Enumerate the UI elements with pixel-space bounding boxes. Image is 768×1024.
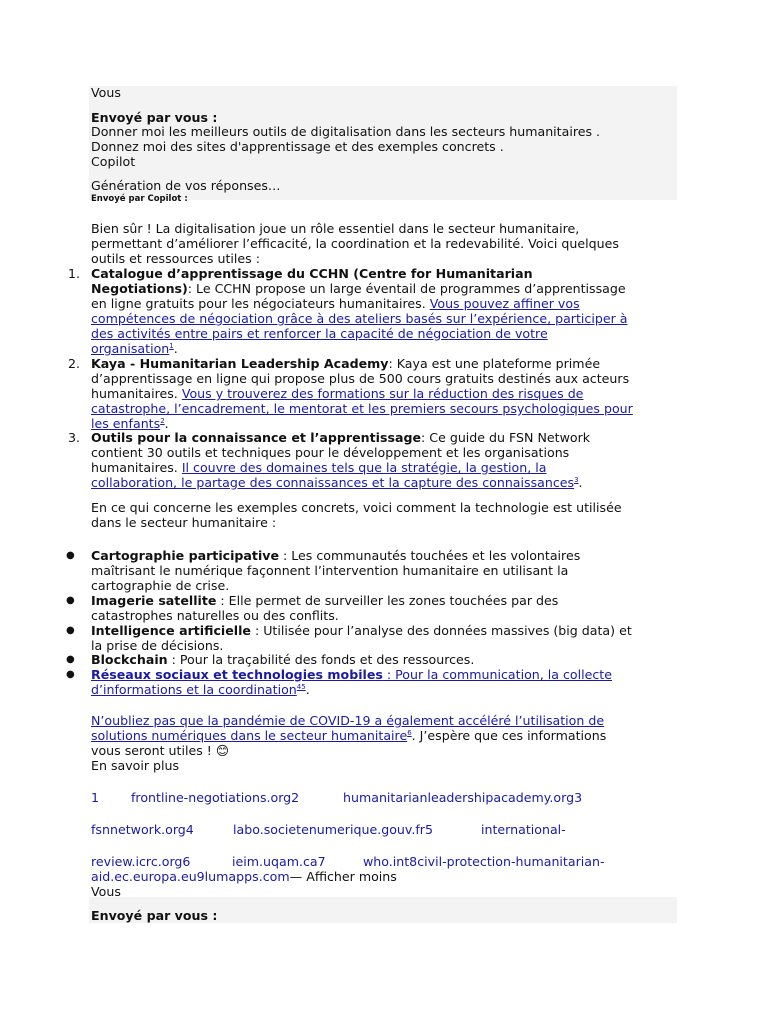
list-number-2: 2. — [68, 356, 81, 371]
intro-line-1: Bien sûr ! La digitalisation joue un rôle essentiel dans le secteur humanitaire, — [91, 221, 580, 236]
item-3-link-line-3[interactable]: Il couvre des domaines tels que la stratégie, la gestion, la — [181, 460, 547, 475]
bullet-5-line-1 — [91, 667, 691, 682]
item-1-text-line-3: en ligne gratuits pour les négociateurs humanitaires. — [91, 296, 426, 311]
bullet-1-text-1: : Les communautés touchées et les volontaires — [279, 548, 581, 563]
bullet-dot-icon: ● — [66, 669, 75, 680]
learn-more-label: En savoir plus — [91, 758, 180, 773]
bullet-3-text-2: la prise de décisions. — [91, 638, 224, 653]
item-1-ref[interactable]: 1 — [169, 341, 174, 350]
source-link-5[interactable]: labo.societenumerique.gouv.fr5 — [233, 822, 433, 837]
intro-line-3: outils et ressources utiles : — [91, 251, 260, 266]
bullet-dot-icon: ● — [66, 654, 75, 665]
list-number-3: 3. — [68, 430, 81, 445]
bullet-2-text-1: : Elle permet de surveiller les zones touchées par des — [216, 593, 559, 608]
covid-after: . J’espère que ces informations — [411, 728, 607, 743]
source-link-10[interactable]: aid.ec.europa.eu9lumapps.com — [91, 869, 290, 884]
item-2-link-line-3[interactable]: Vous y trouverez des formations sur la réduction des risques de — [181, 386, 584, 401]
covid-link-line-2[interactable]: solutions numériques dans le secteur humanitaire — [91, 728, 408, 743]
item-1-title-line-2: Negotiations) — [91, 281, 188, 296]
covid-link-line-1[interactable]: N’oubliez pas que la pandémie de COVID-19 a également accéléré l’utilisation de — [91, 713, 605, 728]
covid-ref[interactable]: 6 — [407, 728, 412, 737]
bullet-dot-icon: ● — [66, 595, 75, 606]
item-3-text-line-1: : Ce guide du FSN Network — [421, 430, 591, 445]
item-2-line-3 — [91, 386, 691, 401]
generating-status: Génération de vos réponses… — [91, 178, 281, 193]
item-1-line-2 — [91, 281, 691, 296]
bullet-5-text-1[interactable]: : Pour la communication, la collecte — [382, 667, 612, 682]
bullet-4-title: Blockchain — [91, 652, 168, 667]
source-link-8[interactable]: ieim.uqam.ca7 — [232, 854, 326, 869]
bullet-4-text-1: : Pour la traçabilité des fonds et des ressources. — [167, 652, 475, 667]
item-2-text-line-3: humanitaires. — [91, 386, 178, 401]
item-3-text-line-2: contient 30 outils et techniques pour le développement et les organisations — [91, 445, 570, 460]
bullet-2-title: Imagerie satellite — [91, 593, 217, 608]
source-link-9[interactable]: who.int8civil-protection-humanitarian- — [363, 854, 605, 869]
bullet-1-text-2: maîtrisant le numérique façonnent l’intervention humanitaire en utilisant la — [91, 563, 569, 578]
item-2-link-line-5[interactable]: les enfants — [91, 416, 161, 431]
list-number-1: 1. — [68, 266, 81, 281]
bullet-1-text-3: cartographie de crise. — [91, 578, 230, 593]
item-2-link-line-4[interactable]: catastrophe, l’encadrement, le mentorat et les premiers secours psychologiques pour — [91, 401, 633, 416]
item-1-text-line-2: : Le CCHN propose un large éventail de programmes d’apprentissage — [187, 281, 626, 296]
source-link-1[interactable]: 1 — [91, 790, 100, 805]
source-link-3[interactable]: humanitarianleadershipacademy.org3 — [343, 790, 583, 805]
bullet-1-line-1 — [91, 548, 691, 563]
source-link-2[interactable]: frontline-negotiations.org2 — [131, 790, 300, 805]
bullet-3-title: Intelligence artificielle — [91, 623, 251, 638]
bullet-5-title[interactable]: Réseaux sociaux et technologies mobiles — [91, 667, 383, 682]
bullet-5-line-2: d’informations et la coordination$^{45}$. — [91, 682, 310, 697]
item-3-line-1 — [91, 430, 691, 445]
item-2-line-5: les enfants$^2$. — [91, 416, 169, 431]
item-2-text-line-2: d’apprentissage en ligne qui propose plus de 500 cours gratuits destinés aux acteurs — [91, 371, 630, 386]
bullet-dot-icon: ● — [66, 625, 75, 636]
show-less-button[interactable]: — Afficher moins — [289, 869, 397, 884]
you-label-2: Vous — [91, 884, 121, 899]
bullet-5-text-2[interactable]: d’informations et la coordination — [91, 682, 297, 697]
item-3-line-4: collaboration, le partage des connaissances et la capture des connaissances$^3$. — [91, 475, 583, 490]
item-3-line-3 — [91, 460, 691, 475]
copilot-label: Copilot — [91, 154, 136, 169]
bullet-5-ref[interactable]: 45 — [296, 682, 306, 691]
item-3-text-line-3: humanitaires. — [91, 460, 178, 475]
source-link-4[interactable]: fsnnetwork.org4 — [91, 822, 194, 837]
covid-line-2 — [91, 728, 691, 743]
item-2-text-line-1: : Kaya est une plateforme primée — [388, 356, 601, 371]
item-1-line-3 — [91, 296, 691, 311]
item-2-line-1 — [91, 356, 691, 371]
item-2-ref[interactable]: 2 — [160, 416, 165, 425]
item-3-title: Outils pour la connaissance et l’apprentissage — [91, 430, 422, 445]
bullet-dot-icon: ● — [66, 550, 75, 561]
user-message-line-1: Donner moi les meilleurs outils de digitalisation dans les secteurs humanitaires . — [91, 124, 601, 139]
item-1-line-6: organisation$^1$. — [91, 341, 178, 356]
sent-by-you-label: Envoyé par vous : — [91, 110, 218, 125]
sources-last-line — [91, 869, 691, 884]
sent-by-you-label-2: Envoyé par vous : — [91, 908, 218, 923]
bullet-1-title: Cartographie participative — [91, 548, 280, 563]
item-1-title-line-1: Catalogue d’apprentissage du CCHN (Centre for Humanitarian — [91, 266, 533, 281]
item-3-ref[interactable]: 3 — [574, 475, 579, 484]
covid-line-3: vous seront utiles ! 😊 — [91, 743, 229, 758]
item-3-link-line-4[interactable]: collaboration, le partage des connaissances et la capture des connaissances — [91, 475, 575, 490]
source-link-7[interactable]: review.icrc.org6 — [91, 854, 191, 869]
item-1-link-line-6[interactable]: organisation — [91, 341, 170, 356]
item-1-link-line-4[interactable]: compétences de négociation grâce à des ateliers basés sur l’expérience, participer à — [91, 311, 628, 326]
bullet-2-text-2: catastrophes naturelles ou des conflits. — [91, 608, 339, 623]
bullet-3-line-1 — [91, 623, 691, 638]
examples-intro-line-1: En ce qui concerne les exemples concrets, voici comment la technologie est utilisée — [91, 500, 622, 515]
item-1-link-line-3[interactable]: Vous pouvez affiner vos — [429, 296, 580, 311]
source-link-6[interactable]: international- — [481, 822, 566, 837]
sent-by-copilot-label: Envoyé par Copilot : — [91, 194, 188, 204]
user-message-line-2: Donnez moi des sites d'apprentissage et des exemples concrets . — [91, 139, 504, 154]
you-label: Vous — [91, 85, 121, 100]
intro-line-2: permettant d’améliorer l’efficacité, la coordination et la redevabilité. Voici quelques — [91, 236, 619, 251]
item-1-link-line-5[interactable]: des activités entre pairs et renforcer la capacité de négociation de votre — [91, 326, 548, 341]
item-2-title: Kaya - Humanitarian Leadership Academy — [91, 356, 389, 371]
examples-intro-line-2: dans le secteur humanitaire : — [91, 515, 277, 530]
bullet-4-line-1 — [91, 652, 691, 667]
bullet-3-text-1: : Utilisée pour l’analyse des données massives (big data) et — [250, 623, 632, 638]
bullet-2-line-1 — [91, 593, 691, 608]
